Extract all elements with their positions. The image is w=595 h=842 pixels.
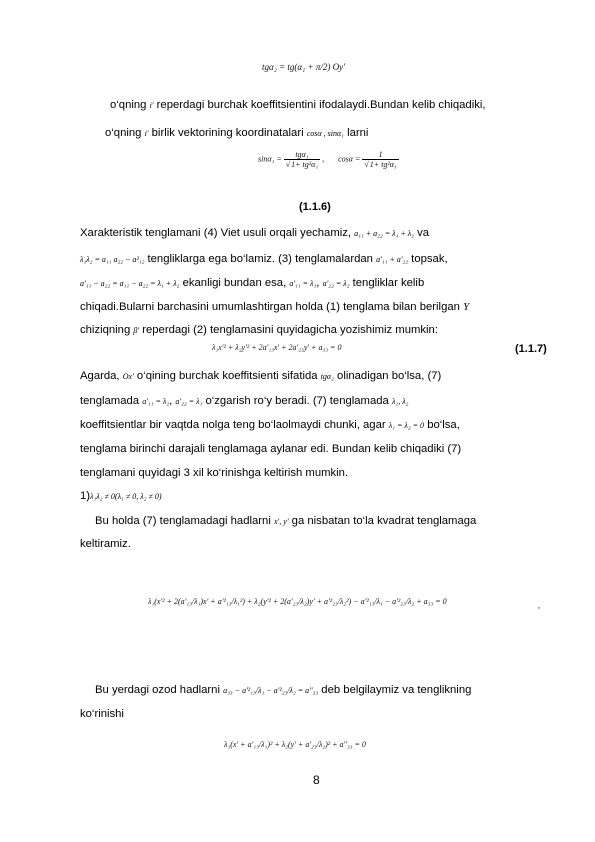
equation-label-1-1-6: (1.1.6) bbox=[299, 201, 331, 213]
formula-1-1-6: sinα₁ = $\frac{\text{tgα₁}}{\text{√1+ tg²α₁}}$ , cosα = $\frac{1}{\text{√1+ tg²α₁}}$ bbox=[258, 150, 397, 169]
text-line-3: Xarakteristik tenglamani (4) Viet usuli orqali yechamiz, a₁₁ + a₂₂ = λ₁ + λ₂ va bbox=[80, 227, 430, 239]
math-i-prime-2: i' bbox=[144, 129, 149, 138]
text-line-17: Bu yerdagi ozod hadlarni a₃₃ − a'²₁₃/λ₁ − a'²₂₃/λ₂ = a''₃₃ deb belgilaymiz va tenglikning bbox=[95, 684, 472, 696]
text-line-7: chiziqning β' reperdagi (2) tenglamasini quyidagicha yozishimiz mumkin: bbox=[80, 324, 438, 336]
text-line-13: tenglamani quyidagi 3 xil ko‘rinishga keltirish mumkin. bbox=[80, 467, 349, 479]
text-line-16: keltiramiz. bbox=[80, 538, 131, 550]
formula-1-1-7: λ₁x'² + λ₂y'² + 2a'₁₃x' + 2a'₂₃y' + a₃₃ = 0 bbox=[212, 343, 342, 352]
equation-label-1-1-7: (1.1.7) bbox=[515, 343, 547, 355]
text-line-12: tenglama birinchi darajali tenglamaga aylanar edi. Bundan kelib chiqadiki (7) bbox=[80, 443, 462, 455]
math-i-prime: i' bbox=[149, 101, 154, 110]
text-line-11: koeffitsientlar bir vaqtda nolga teng bo‘laolmaydi chunki, agar λ₁ = λ₂ = 0 bo‘lsa, bbox=[80, 419, 460, 431]
formula-completed-square: λ₁(x'² + 2(a'₁₃/λ₁)x' + a'²₁₃/λ₁²) + λ₂(y'² + 2(a'₂₃/λ₂)y' + a'²₂₃/λ₂²) − a'²₁₃/λ₁ − a'²₂₃/λ₂ + a₃₃ = 0 bbox=[148, 597, 447, 606]
text-line-4: λ₁λ₂ = a₁₁ a₂₂ − a²₁₂ tengliklarga ega bo‘lamiz. (3) tenglamalardan a'₁₁ + a'₂₂ topsak, bbox=[80, 253, 448, 265]
text-line-15: Bu holda (7) tenglamadagi hadlarni x', y' ga nisbatan to‘la kvadrat tenglamaga bbox=[95, 515, 477, 527]
cos-fraction: $\frac{1}{\text{√1+ tg²α₁}}$ bbox=[364, 150, 397, 169]
text-line-5: a'₁₁ − a₂₂ = a₁₁ − a₂₂ = λ₁ + λ₂ ekanligi bundan esa, a'₁₁ = λ₁, a'₂₂ = λ₂ tengliklar kelib bbox=[80, 277, 425, 289]
math-cos-sin: cosα , sinα₁ bbox=[306, 129, 344, 138]
text-line-14: 1)λ₁λ₂ ≠ 0(λ₁ ≠ 0, λ₂ ≠ 0) bbox=[80, 490, 162, 502]
formula-final: λ₁(x' + a'₁₃/λ₁)² + λ₂(y' + a'₂₃/λ₂)² + a''₃₃ = 0 bbox=[224, 740, 366, 749]
text-line-6: chiqadi.Bularni barchasini umumlashtirgan holda (1) tenglama bilan berilgan Υ bbox=[80, 301, 470, 313]
page-number: 8 bbox=[313, 773, 320, 787]
text-line-2: o‘qning i' birlik vektorining koordinatalari cosα , sinα₁ larni bbox=[105, 127, 369, 139]
text-line-1: o‘qning i' reperdagi burchak koeffitsientini ifodalaydi.Bundan kelib chiqadiki, bbox=[110, 99, 486, 111]
sin-fraction: $\frac{\text{tgα₁}}{\text{√1+ tg²α₁}}$ bbox=[285, 150, 319, 169]
text-line-9: Agarda, Ox' o‘qining burchak koeffitsienti sifatida tgα₂ olinadigan bo‘lsa, (7) bbox=[80, 370, 442, 382]
formula-completed-square-comma: , bbox=[538, 601, 540, 610]
text-line-18: ko‘rinishi bbox=[80, 708, 124, 720]
formula-top: tgα₂ = tg(α₁ + π/2) Oy' bbox=[262, 62, 346, 72]
text-line-10: tenglamada a'₁₁ = λ₂, a'₂₂ = λ₁ o‘zgarish ro‘y beradi. (7) tenglamada λ₁, λ₂ bbox=[80, 395, 409, 407]
